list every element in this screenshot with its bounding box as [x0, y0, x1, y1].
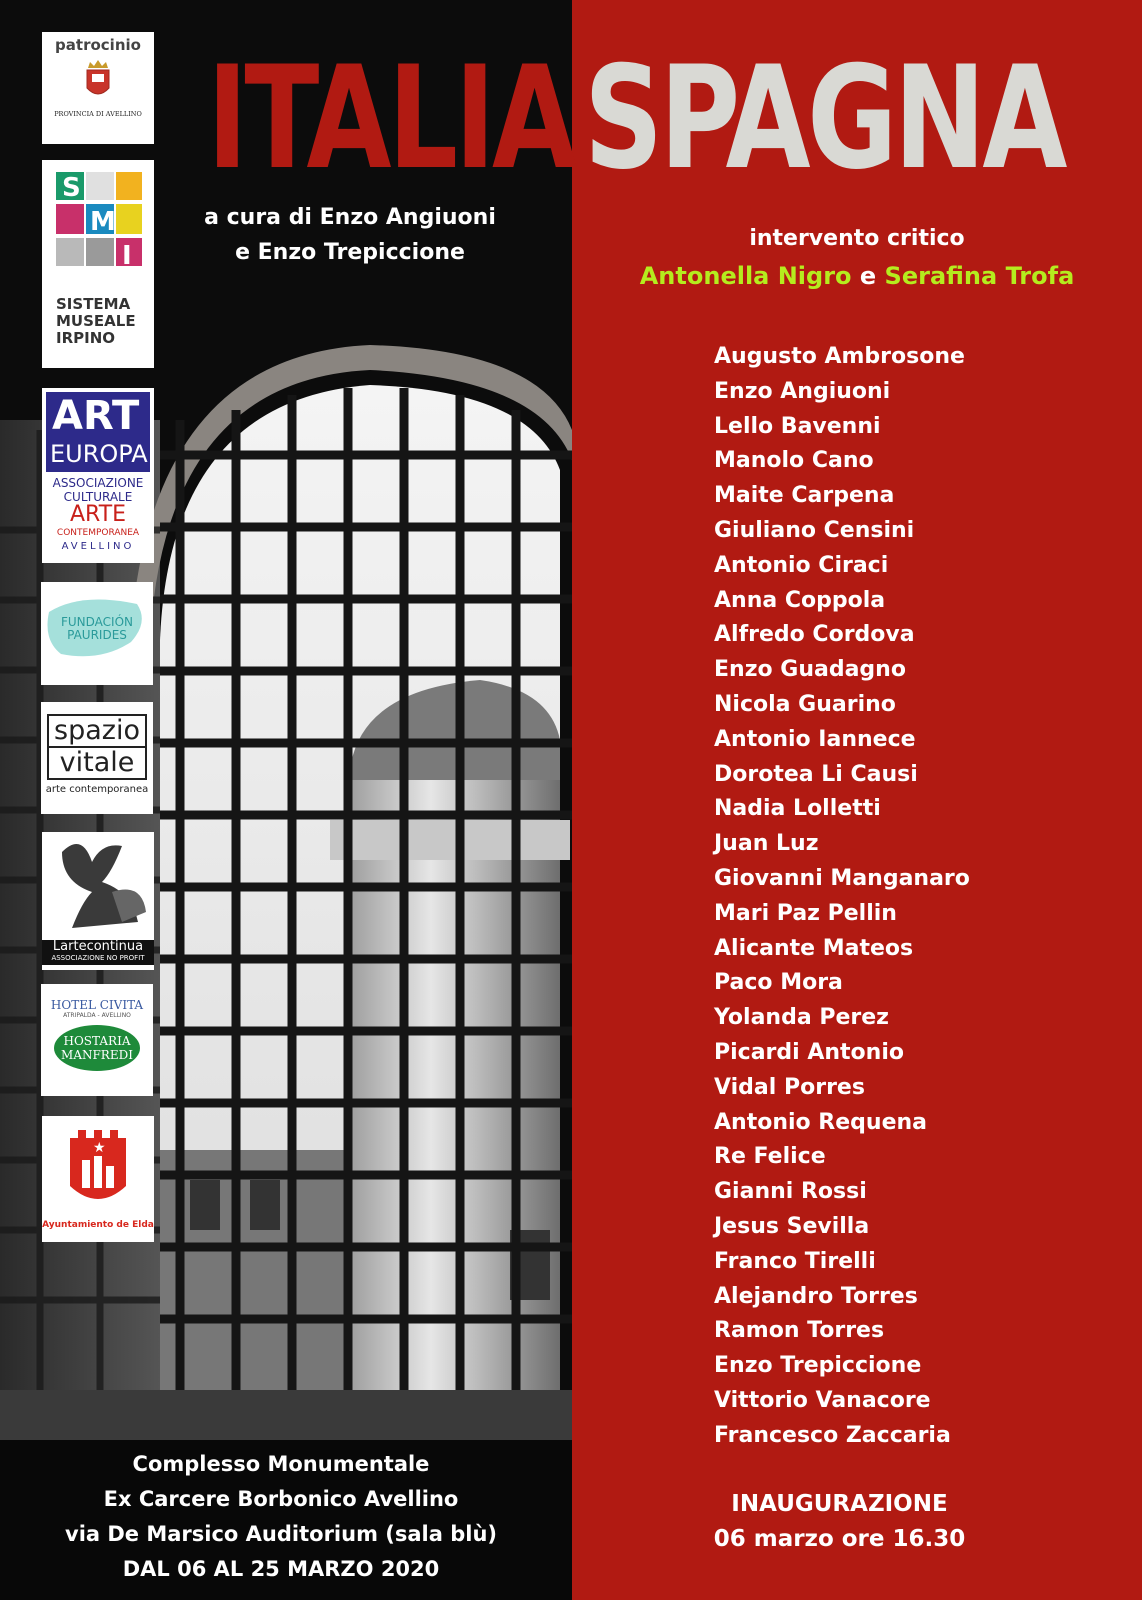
artist-name: Giovanni Manganaro — [714, 865, 970, 891]
artist-name: Dorotea Li Causi — [714, 761, 918, 787]
artist-name: Yolanda Perez — [714, 1005, 889, 1031]
arteuropa-line5: AVELLINO — [61, 541, 135, 552]
svg-text:S: S — [62, 173, 81, 203]
artist-name: Nadia Lolletti — [714, 796, 881, 822]
artist-name: Giuliano Censini — [714, 517, 915, 543]
logo-hotel-civita — [41, 984, 153, 1096]
logo-sistema-museale-irpino — [42, 160, 154, 368]
inauguration-date: 06 marzo ore 16.30 — [713, 1526, 966, 1552]
artist-name: Enzo Guadagno — [714, 657, 906, 683]
lartecontinua-sub: ASSOCIAZIONE NO PROFIT — [51, 954, 145, 962]
arteuropa-line1: ASSOCIAZIONE — [52, 476, 144, 490]
paurides-line2: PAURIDES — [67, 628, 127, 642]
inauguration — [572, 1487, 1107, 1557]
spazio-line1: spazio — [54, 715, 140, 746]
critic-names — [572, 256, 1142, 296]
svg-text:M: M — [90, 207, 116, 237]
venue-line3: via De Marsico Auditorium (sala blù) — [65, 1522, 497, 1546]
artist-name: Antonio Iannece — [714, 726, 916, 752]
smi-mosaic-icon — [42, 160, 154, 300]
smi-line1: SISTEMA — [56, 295, 131, 313]
patrocinio-heading: patrocinio — [55, 36, 141, 54]
hostaria-line1: HOSTARIA — [63, 1034, 131, 1048]
critic-conjunction: e — [859, 262, 877, 290]
europa-text: EUROPA — [50, 440, 148, 468]
paurides-line1: FUNDACIÓN — [60, 615, 134, 629]
artist-name: Alejandro Torres — [714, 1283, 918, 1309]
artist-name: Vidal Porres — [714, 1074, 865, 1100]
critic-label: intervento critico — [749, 226, 965, 251]
inauguration-label: INAUGURAZIONE — [731, 1491, 948, 1517]
artist-name: Ramon Torres — [714, 1318, 885, 1344]
hostaria-line2: MANFREDI — [61, 1048, 133, 1062]
venue — [20, 1447, 542, 1587]
title-italia: ITALIA — [207, 36, 574, 201]
logo-spazio-vitale — [41, 702, 153, 814]
artist-name: Anna Coppola — [714, 587, 886, 613]
artist-name: Antonio Requena — [714, 1109, 927, 1135]
venue-line4: DAL 06 AL 25 MARZO 2020 — [122, 1557, 440, 1581]
logo-art-europa — [42, 388, 154, 563]
artist-name: Re Felice — [714, 1144, 826, 1170]
artist-name: Enzo Angiuoni — [714, 378, 891, 404]
curators-line1: a cura di Enzo Angiuoni — [204, 205, 496, 230]
artist-name: Franco Tirelli — [714, 1248, 876, 1274]
spazio-line2: vitale — [49, 746, 145, 778]
artist-list — [714, 340, 970, 1454]
logo-ayuntamiento-elda — [42, 1116, 154, 1242]
artist-name: Francesco Zaccaria — [714, 1422, 951, 1448]
hostaria-badge — [54, 1025, 140, 1071]
title-spagna: SPAGNA — [584, 36, 1064, 201]
logo-provincia-avellino — [42, 32, 154, 144]
art-text: ART — [52, 393, 140, 439]
art-europa-block — [46, 392, 150, 472]
svg-text:★: ★ — [93, 1140, 106, 1156]
smi-line3: IRPINO — [56, 329, 116, 347]
smi-line2: MUSEALE — [56, 312, 136, 330]
angel-statue-icon — [42, 832, 154, 940]
critic-name-nigro: Antonella Nigro — [639, 262, 852, 290]
crest-icon — [42, 54, 154, 106]
hotel-name: HOTEL CIVITA — [50, 998, 144, 1012]
artist-name: Antonio Ciraci — [714, 552, 889, 578]
artist-name: Picardi Antonio — [714, 1039, 904, 1065]
arteuropa-line2: CULTURALE — [63, 490, 133, 504]
svg-text:I: I — [122, 241, 132, 271]
artist-name: Nicola Guarino — [714, 691, 896, 717]
arteuropa-line4: CONTEMPORANEA — [56, 528, 140, 538]
artist-name: Juan Luz — [714, 831, 819, 857]
artist-name: Jesus Sevilla — [714, 1213, 870, 1239]
artist-name: Gianni Rossi — [714, 1179, 867, 1205]
artist-name: Paco Mora — [714, 970, 843, 996]
artist-name: Alicante Mateos — [714, 935, 914, 961]
artist-name: Enzo Trepiccione — [714, 1353, 922, 1379]
patrocinio-caption: PROVINCIA DI AVELLINO — [54, 110, 142, 118]
curators — [180, 200, 520, 270]
arteuropa-line3: ARTE — [69, 502, 127, 527]
curators-line2: e Enzo Trepiccione — [235, 240, 465, 265]
spazio-line3: arte contemporanea — [45, 784, 149, 795]
artist-name: Lello Bavenni — [714, 413, 881, 439]
venue-line1: Complesso Monumentale — [132, 1452, 430, 1476]
elda-caption: Ayuntamiento de Elda — [42, 1220, 154, 1230]
artist-name: Mari Paz Pellin — [714, 900, 897, 926]
hotel-place: ATRIPALDA - AVELLINO — [63, 1012, 131, 1019]
logo-fundacion-paurides — [41, 582, 153, 685]
artist-name: Augusto Ambrosone — [714, 344, 965, 369]
artist-name: Manolo Cano — [714, 448, 874, 474]
venue-line2: Ex Carcere Borbonico Avellino — [103, 1487, 459, 1511]
critic-name-trofa: Serafina Trofa — [884, 262, 1075, 290]
lartecontinua-name: Lartecontinua — [52, 939, 144, 954]
artist-name: Maite Carpena — [714, 483, 895, 509]
elda-shield-icon — [42, 1116, 154, 1216]
artist-name: Vittorio Vanacore — [714, 1387, 931, 1413]
logo-lartecontinua — [42, 832, 154, 970]
artist-name: Alfredo Cordova — [714, 622, 915, 648]
critic-block — [572, 222, 1142, 296]
